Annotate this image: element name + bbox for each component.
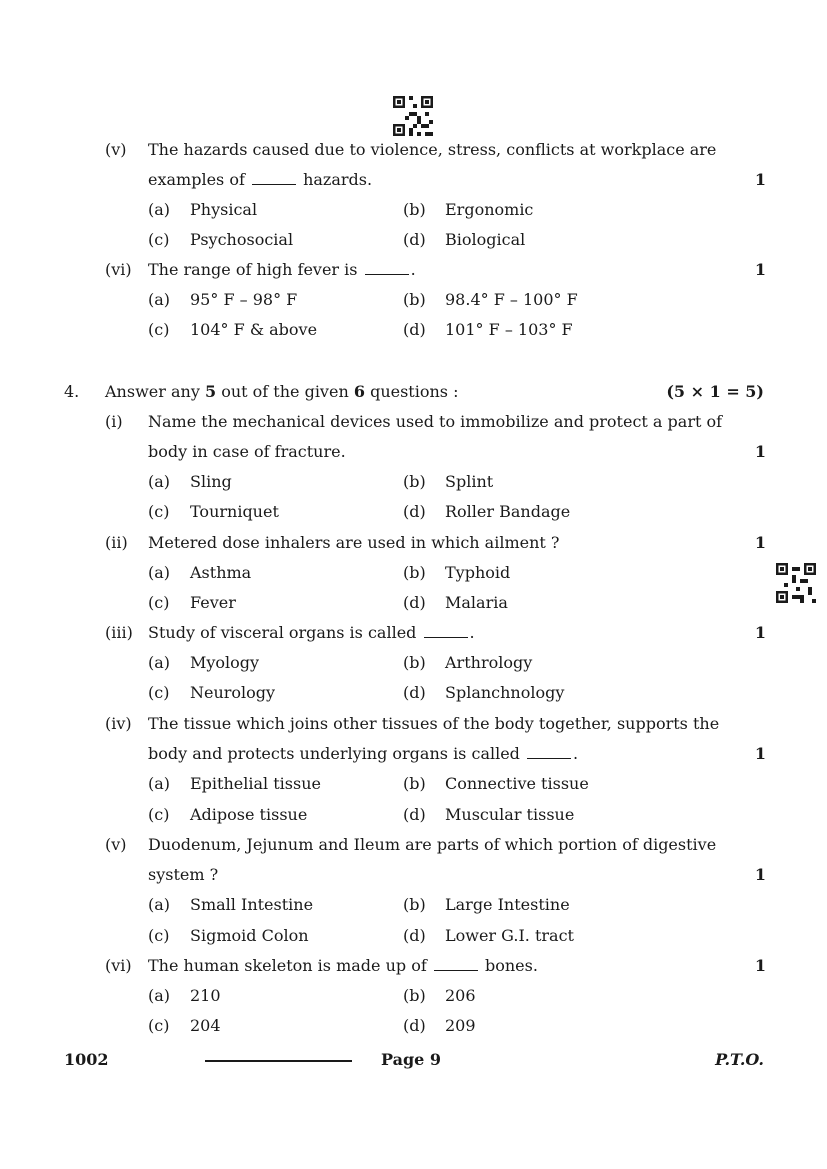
option-label: (c)	[148, 502, 170, 521]
option-label: (b)	[403, 653, 426, 672]
qr-code-top	[393, 96, 433, 136]
question-number: (v)	[105, 140, 127, 159]
question-number: (iv)	[105, 714, 132, 733]
option-text: Ergonomic	[445, 200, 534, 219]
question-text	[148, 623, 475, 642]
question-text-part: The human skeleton is made up of	[148, 956, 427, 975]
option-text: Physical	[190, 200, 258, 219]
option-label: (d)	[403, 1016, 426, 1035]
option-text: 206	[445, 986, 476, 1005]
question-text-part: .	[410, 260, 416, 279]
question-text-part: examples of	[148, 170, 245, 189]
option-text: Sling	[190, 472, 232, 491]
option-text: Psychosocial	[190, 230, 294, 249]
option-text: Large Intestine	[445, 895, 570, 914]
question-marks: 1	[754, 170, 766, 189]
option-label: (d)	[403, 926, 426, 945]
question-marks: 1	[754, 623, 766, 642]
option-label: (d)	[403, 502, 426, 521]
option-text: 104° F & above	[190, 320, 318, 339]
question-marks: 1	[754, 533, 766, 552]
option-label: (c)	[148, 230, 170, 249]
section-total-marks: (5 × 1 = 5)	[666, 382, 764, 401]
option-text: Tourniquet	[190, 502, 279, 521]
option-label: (b)	[403, 774, 426, 793]
option-label: (d)	[403, 805, 426, 824]
option-label: (a)	[148, 290, 171, 309]
question-text-part: .	[573, 744, 579, 763]
option-label: (d)	[403, 230, 426, 249]
question-marks: 1	[754, 744, 766, 763]
option-label: (d)	[403, 593, 426, 612]
option-label: (a)	[148, 986, 171, 1005]
option-label: (b)	[403, 200, 426, 219]
question-number: (vi)	[105, 260, 132, 279]
option-text: 209	[445, 1016, 476, 1035]
paper-code: 1002	[64, 1050, 109, 1069]
question-text-part: .	[469, 623, 475, 642]
option-text: 95° F – 98° F	[190, 290, 298, 309]
option-text: Epithelial tissue	[190, 774, 321, 793]
option-label: (b)	[403, 986, 426, 1005]
option-text: Connective tissue	[445, 774, 589, 793]
option-label: (c)	[148, 805, 170, 824]
question-text: The tissue which joins other tissues of the body together, supports the	[148, 714, 720, 733]
question-text-part: bones.	[484, 956, 538, 975]
option-text: Roller Bandage	[445, 502, 571, 521]
question-text	[148, 170, 372, 189]
instruction-part: out of the given	[221, 382, 349, 401]
option-label: (a)	[148, 653, 171, 672]
question-text-part: The range of high fever is	[148, 260, 358, 279]
option-label: (b)	[403, 895, 426, 914]
option-text: 210	[190, 986, 221, 1005]
page-number: Page 9	[381, 1050, 442, 1069]
answer-blank	[434, 969, 478, 971]
answer-blank	[252, 183, 296, 185]
option-text: Biological	[445, 230, 526, 249]
question-text	[148, 744, 578, 763]
question-marks: 1	[754, 442, 766, 461]
qr-code-side	[776, 563, 816, 603]
option-text: 101° F – 103° F	[445, 320, 573, 339]
question-text: The hazards caused due to violence, stress, conflicts at workplace are	[148, 140, 717, 159]
question-marks: 1	[754, 865, 766, 884]
option-label: (c)	[148, 593, 170, 612]
question-text-part: body and protects underlying organs is called	[148, 744, 520, 763]
option-text: 98.4° F – 100° F	[445, 290, 578, 309]
section-instruction	[105, 382, 458, 401]
instruction-count: 5	[204, 382, 217, 401]
question-text	[148, 956, 538, 975]
option-text: Muscular tissue	[445, 805, 575, 824]
option-text: Asthma	[190, 563, 252, 582]
option-label: (b)	[403, 290, 426, 309]
question-marks: 1	[754, 956, 766, 975]
question-number: (vi)	[105, 956, 132, 975]
question-number: (iii)	[105, 623, 133, 642]
option-text: Sigmoid Colon	[190, 926, 309, 945]
question-marks: 1	[754, 260, 766, 279]
option-text: Fever	[190, 593, 236, 612]
answer-blank	[527, 757, 571, 759]
question-text: Metered dose inhalers are used in which ailment ?	[148, 533, 560, 552]
instruction-part: Answer any	[105, 382, 200, 401]
question-text	[148, 260, 416, 279]
option-label: (d)	[403, 320, 426, 339]
footer-divider	[205, 1060, 352, 1062]
question-text: body in case of fracture.	[148, 442, 346, 461]
option-label: (c)	[148, 1016, 170, 1035]
question-number: (v)	[105, 835, 127, 854]
option-text: Myology	[190, 653, 260, 672]
option-label: (c)	[148, 320, 170, 339]
pto-label: P.T.O.	[715, 1050, 764, 1069]
option-label: (a)	[148, 563, 171, 582]
option-label: (b)	[403, 472, 426, 491]
option-text: Typhoid	[445, 563, 511, 582]
option-text: 204	[190, 1016, 221, 1035]
question-number: (ii)	[105, 533, 128, 552]
question-text: Duodenum, Jejunum and Ileum are parts of which portion of digestive	[148, 835, 717, 854]
option-text: Splint	[445, 472, 494, 491]
option-label: (a)	[148, 200, 171, 219]
option-label: (b)	[403, 563, 426, 582]
answer-blank	[365, 273, 409, 275]
question-text: system ?	[148, 865, 219, 884]
answer-blank	[424, 636, 468, 638]
question-text-part: hazards.	[303, 170, 373, 189]
question-text-part: Study of visceral organs is called	[148, 623, 417, 642]
instruction-part: questions :	[370, 382, 459, 401]
section-number: 4.	[64, 382, 80, 401]
option-text: Malaria	[445, 593, 508, 612]
option-label: (c)	[148, 926, 170, 945]
question-number: (i)	[105, 412, 123, 431]
instruction-count: 6	[353, 382, 365, 401]
option-label: (a)	[148, 774, 171, 793]
option-label: (c)	[148, 683, 170, 702]
question-text: Name the mechanical devices used to immobilize and protect a part of	[148, 412, 723, 431]
option-text: Small Intestine	[190, 895, 314, 914]
option-text: Splanchnology	[445, 683, 565, 702]
option-label: (a)	[148, 472, 171, 491]
option-text: Lower G.I. tract	[445, 926, 574, 945]
option-text: Neurology	[190, 683, 276, 702]
option-text: Adipose tissue	[190, 805, 308, 824]
option-text: Arthrology	[445, 653, 533, 672]
option-label: (a)	[148, 895, 171, 914]
option-label: (d)	[403, 683, 426, 702]
